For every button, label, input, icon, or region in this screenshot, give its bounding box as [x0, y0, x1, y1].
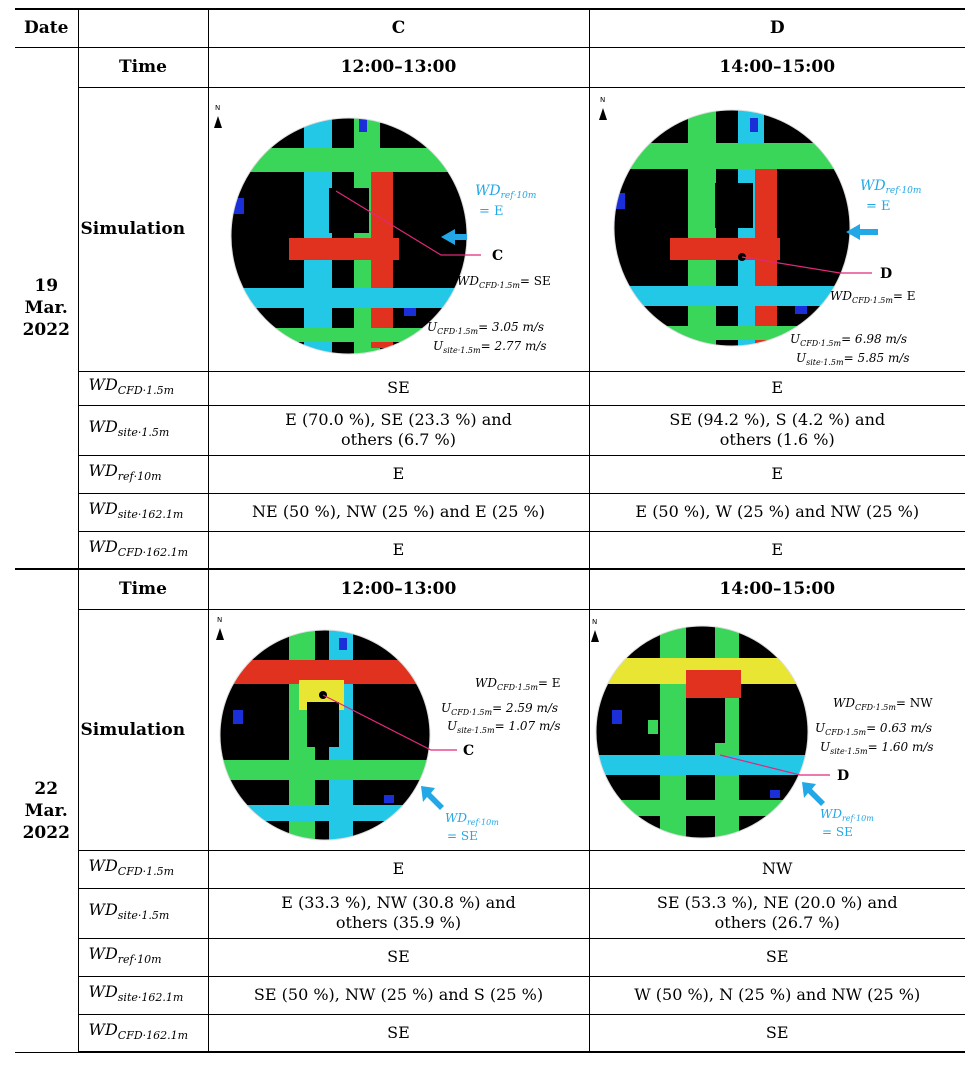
cfd-map-c-g2: [209, 610, 590, 850]
wdcfd-label: $WD_{CFD\cdot 1.5m}= E$: [474, 675, 561, 692]
wd-site-15-c: E (33.3 %), NW (30.8 %) and others (35.9 %): [208, 888, 589, 938]
wdref-value: = E: [478, 203, 504, 219]
ucfd-label: $U_{CFD\cdot 1.5m}= 0.63$ m/s: [814, 720, 932, 737]
ucfd-label: $U_{CFD\cdot 1.5m}= 6.98$ m/s: [789, 331, 907, 348]
point-label: C: [462, 742, 474, 759]
row-label-wd-site-15: $WD_{site\cdot 1.5m}$: [78, 405, 208, 455]
north-label: N: [214, 103, 220, 112]
wdcfd-label: $WD_{CFD\cdot 1.5m}=$ NW: [832, 695, 933, 712]
header-col-d: D: [589, 9, 965, 47]
wind-arrow: [802, 782, 825, 806]
simulation-c: [208, 87, 589, 371]
header-empty: [78, 9, 208, 47]
time-d: 14:00–15:00: [589, 47, 965, 87]
wd-cfd-15-d: NW: [589, 850, 965, 888]
point-label: D: [879, 265, 892, 282]
building-4: [404, 308, 416, 316]
north-label: N: [216, 615, 222, 624]
wdcfd-label: $WD_{CFD\cdot 1.5m}=$ SE: [456, 273, 551, 290]
simulation-c: [208, 609, 589, 850]
wd-site-162-d: W (50 %), N (25 %) and NW (25 %): [589, 976, 965, 1014]
wdref-label: $WD_{ref\cdot 10m}$: [859, 177, 921, 196]
wd-cfd-15-d: E: [589, 371, 965, 405]
time-label: Time: [78, 47, 208, 87]
simulation-label: Simulation: [78, 87, 208, 371]
row-label-wd-ref-10: $WD_{ref\cdot 10m}$: [78, 455, 208, 493]
ucfd-label: $U_{CFD\cdot 1.5m}= 2.59$ m/s: [440, 700, 558, 717]
wd-site-15-d: SE (53.3 %), NE (20.0 %) and others (26.7 %): [589, 888, 965, 938]
header-col-c: C: [208, 9, 589, 47]
usite-label: $U_{site\cdot 1.5m}= 5.85$ m/s: [795, 350, 910, 367]
row-label-wd-cfd-15: $WD_{CFD\cdot 1.5m}$: [78, 850, 208, 888]
wdcfd-label: $WD_{CFD\cdot 1.5m}= E$: [829, 288, 916, 305]
header-date: Date: [15, 9, 78, 47]
simulation-d: [589, 87, 965, 371]
simulation-label: Simulation: [78, 609, 208, 850]
row-label-wd-cfd-15: $WD_{CFD\cdot 1.5m}$: [78, 371, 208, 405]
wd-site-15-d: SE (94.2 %), S (4.2 %) and others (1.6 %): [589, 405, 965, 455]
cfd-map-d-g1: [590, 88, 966, 371]
time-c: 12:00–13:00: [208, 569, 589, 609]
wd-ref-10-d: E: [589, 455, 965, 493]
street-e-w-mid: [289, 238, 399, 260]
north-label: N: [591, 617, 597, 626]
wdref-label: $WD_{ref\cdot 10m}$: [474, 182, 536, 201]
street-e-w-south: [209, 288, 590, 308]
wdref-label: $WD_{ref\cdot 10m}$: [819, 806, 874, 823]
usite-label: $U_{site\cdot 1.5m}= 1.07$ m/s: [446, 718, 561, 735]
building-2: [234, 198, 244, 214]
wd-cfd-162-d: E: [589, 531, 965, 569]
wd-ref-10-c: E: [208, 455, 589, 493]
ucfd-label: $U_{CFD\cdot 1.5m}= 3.05$ m/s: [426, 319, 544, 336]
wd-site-162-d: E (50 %), W (25 %) and NW (25 %): [589, 493, 965, 531]
wdref-value: = SE: [821, 824, 853, 839]
wdref-value: = SE: [446, 828, 478, 843]
wd-ref-10-c: SE: [208, 938, 589, 976]
date-group-1: 19 Mar. 2022: [15, 47, 78, 569]
wd-cfd-162-c: E: [208, 531, 589, 569]
wd-cfd-15-c: SE: [208, 371, 589, 405]
cfd-map-c-g1: [209, 88, 590, 371]
row-label-wd-cfd-162: $WD_{CFD\cdot 162.1m}$: [78, 531, 208, 569]
date-group-2: 22 Mar. 2022: [15, 569, 78, 1052]
row-label-wd-site-15: $WD_{site\cdot 1.5m}$: [78, 888, 208, 938]
wd-cfd-162-c: SE: [208, 1014, 589, 1052]
north-arrow: [214, 116, 222, 128]
wd-site-15-c: E (70.0 %), SE (23.3 %) and others (6.7 %): [208, 405, 589, 455]
wdref-value: = E: [865, 198, 891, 214]
row-label-wd-ref-10: $WD_{ref\cdot 10m}$: [78, 938, 208, 976]
wind-arrow: [846, 224, 878, 240]
time-label: Time: [78, 569, 208, 609]
row-label-wd-cfd-162: $WD_{CFD\cdot 162.1m}$: [78, 1014, 208, 1052]
wd-site-162-c: NE (50 %), NW (25 %) and E (25 %): [208, 493, 589, 531]
row-label-wd-site-162: $WD_{site\cdot 162.1m}$: [78, 976, 208, 1014]
simulation-d: [589, 609, 965, 850]
cfd-map-d-g2: [590, 610, 966, 850]
row-label-wd-site-162: $WD_{site\cdot 162.1m}$: [78, 493, 208, 531]
point-label: D: [836, 767, 849, 784]
usite-label: $U_{site\cdot 1.5m}= 1.60$ m/s: [819, 739, 934, 756]
wd-ref-10-d: SE: [589, 938, 965, 976]
wd-cfd-15-c: E: [208, 850, 589, 888]
north-label: N: [599, 95, 605, 104]
wind-arrow: [421, 786, 444, 810]
building-3: [359, 118, 367, 132]
wd-site-162-c: SE (50 %), NW (25 %) and S (25 %): [208, 976, 589, 1014]
point-label: C: [491, 247, 503, 264]
time-c: 12:00–13:00: [208, 47, 589, 87]
usite-label: $U_{site\cdot 1.5m}= 2.77$ m/s: [432, 338, 547, 355]
time-d: 14:00–15:00: [589, 569, 965, 609]
comparison-table: [15, 8, 965, 1053]
wdref-label: $WD_{ref\cdot 10m}$: [444, 810, 499, 827]
wd-cfd-162-d: SE: [589, 1014, 965, 1052]
